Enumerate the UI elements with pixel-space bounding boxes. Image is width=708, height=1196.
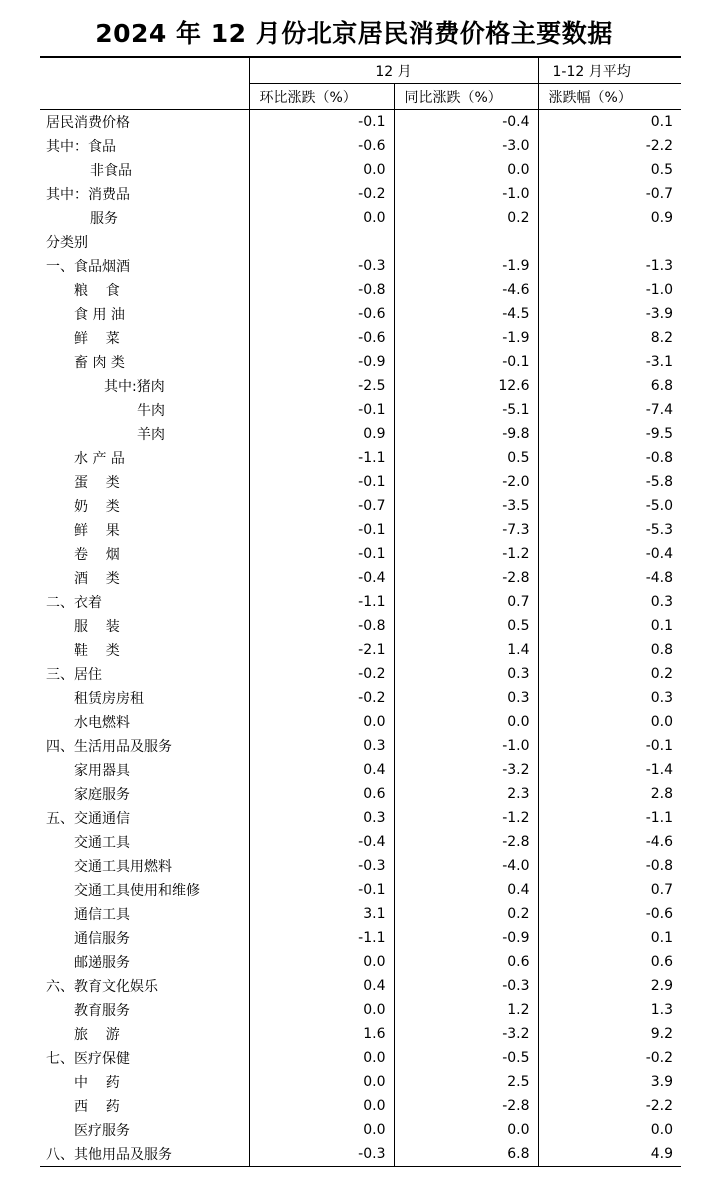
yoy-value: 0.3 xyxy=(394,686,538,710)
mom-value: -0.6 xyxy=(249,134,394,158)
yoy-value: -2.8 xyxy=(394,1094,538,1118)
row-label: 水 产 品 xyxy=(74,451,125,467)
header-blank-2 xyxy=(40,84,249,110)
mom-value: 0.0 xyxy=(249,710,394,734)
row-label: 租赁房房租 xyxy=(74,691,144,707)
table-row xyxy=(40,782,681,806)
mom-value: -0.1 xyxy=(249,470,394,494)
avg-value: 1.3 xyxy=(538,998,681,1022)
avg-value: -1.0 xyxy=(538,278,681,302)
mom-value: 0.0 xyxy=(249,1046,394,1070)
mom-value: -0.1 xyxy=(249,878,394,902)
row-label: 分类别 xyxy=(46,235,88,251)
yoy-value: -2.8 xyxy=(394,566,538,590)
table-row xyxy=(40,302,681,326)
mom-value: -0.4 xyxy=(249,830,394,854)
yoy-value: 0.5 xyxy=(394,614,538,638)
mom-value: -0.6 xyxy=(249,326,394,350)
table-row xyxy=(40,830,681,854)
table-row xyxy=(40,998,681,1022)
table-row xyxy=(40,422,681,446)
mom-value xyxy=(249,230,394,254)
mom-value: -0.1 xyxy=(249,518,394,542)
row-label: 羊肉 xyxy=(137,427,165,443)
table-row xyxy=(40,950,681,974)
row-label: 服务 xyxy=(90,211,118,227)
yoy-value: 0.3 xyxy=(394,662,538,686)
avg-value: 0.0 xyxy=(538,1118,681,1142)
avg-value: -7.4 xyxy=(538,398,681,422)
yoy-value: -3.5 xyxy=(394,494,538,518)
yoy-value: -1.2 xyxy=(394,806,538,830)
yoy-value: -1.0 xyxy=(394,182,538,206)
mom-value: 1.6 xyxy=(249,1022,394,1046)
row-label: 医疗服务 xyxy=(74,1123,130,1139)
row-label: 奶 类 xyxy=(74,499,120,515)
mom-value: -1.1 xyxy=(249,446,394,470)
mom-value: -0.3 xyxy=(249,1142,394,1167)
table-row xyxy=(40,590,681,614)
table-row xyxy=(40,710,681,734)
table-row xyxy=(40,518,681,542)
avg-value: 2.8 xyxy=(538,782,681,806)
avg-value: -0.8 xyxy=(538,854,681,878)
row-label: 水电燃料 xyxy=(74,715,130,731)
avg-value: -0.4 xyxy=(538,542,681,566)
row-label: 鞋 类 xyxy=(74,643,120,659)
avg-value: -5.0 xyxy=(538,494,681,518)
yoy-value: -3.2 xyxy=(394,758,538,782)
avg-value: 2.9 xyxy=(538,974,681,998)
table-row xyxy=(40,734,681,758)
table-row xyxy=(40,878,681,902)
table-row xyxy=(40,278,681,302)
row-label: 邮递服务 xyxy=(74,955,130,971)
row-label: 其中：食品 xyxy=(46,139,116,155)
table-row xyxy=(40,974,681,998)
avg-value: 9.2 xyxy=(538,1022,681,1046)
avg-value: -3.1 xyxy=(538,350,681,374)
table-row xyxy=(40,446,681,470)
table-row xyxy=(40,926,681,950)
header-avg-change: 涨跌幅（%） xyxy=(538,84,681,110)
avg-value: 0.7 xyxy=(538,878,681,902)
avg-value: -0.8 xyxy=(538,446,681,470)
mom-value: -2.1 xyxy=(249,638,394,662)
avg-value: 0.9 xyxy=(538,206,681,230)
row-label: 六、教育文化娱乐 xyxy=(46,979,158,995)
row-label: 其中:猪肉 xyxy=(104,379,165,395)
page-title: 2024 年 12 月份北京居民消费价格主要数据 xyxy=(95,19,613,48)
yoy-value: 0.2 xyxy=(394,902,538,926)
mom-value: 0.3 xyxy=(249,806,394,830)
yoy-value: -9.8 xyxy=(394,422,538,446)
mom-value: -0.3 xyxy=(249,854,394,878)
table-row xyxy=(40,158,681,182)
mom-value: -1.1 xyxy=(249,926,394,950)
yoy-value: -0.4 xyxy=(394,110,538,135)
row-label: 食 用 油 xyxy=(74,307,125,323)
row-label: 家庭服务 xyxy=(74,787,130,803)
yoy-value: -4.6 xyxy=(394,278,538,302)
row-label: 中 药 xyxy=(74,1075,120,1091)
yoy-value: 0.4 xyxy=(394,878,538,902)
row-label: 畜 肉 类 xyxy=(74,355,125,371)
avg-value: 0.2 xyxy=(538,662,681,686)
table-row xyxy=(40,110,681,135)
mom-value: 0.0 xyxy=(249,998,394,1022)
avg-value: -4.6 xyxy=(538,830,681,854)
avg-value: -3.9 xyxy=(538,302,681,326)
mom-value: 0.3 xyxy=(249,734,394,758)
table-row xyxy=(40,134,681,158)
row-label: 三、居住 xyxy=(46,667,102,683)
yoy-value: 6.8 xyxy=(394,1142,538,1167)
table-row xyxy=(40,854,681,878)
avg-value: 4.9 xyxy=(538,1142,681,1167)
yoy-value xyxy=(394,230,538,254)
yoy-value: -2.0 xyxy=(394,470,538,494)
yoy-value: -4.0 xyxy=(394,854,538,878)
avg-value: 0.1 xyxy=(538,926,681,950)
header-average-group: 1-12 月平均 xyxy=(538,57,681,84)
avg-value: 0.6 xyxy=(538,950,681,974)
table-row xyxy=(40,470,681,494)
yoy-value: -3.2 xyxy=(394,1022,538,1046)
mom-value: -0.7 xyxy=(249,494,394,518)
avg-value: 0.1 xyxy=(538,614,681,638)
table-row xyxy=(40,638,681,662)
table-row xyxy=(40,1022,681,1046)
header-blank xyxy=(40,57,249,84)
mom-value: -0.9 xyxy=(249,350,394,374)
table-row xyxy=(40,254,681,278)
yoy-value: -1.0 xyxy=(394,734,538,758)
row-label: 家用器具 xyxy=(74,763,130,779)
table-row xyxy=(40,182,681,206)
row-label: 通信服务 xyxy=(74,931,130,947)
yoy-value: -0.1 xyxy=(394,350,538,374)
table-row xyxy=(40,1094,681,1118)
mom-value: 0.0 xyxy=(249,206,394,230)
table-row xyxy=(40,494,681,518)
row-label: 旅 游 xyxy=(74,1027,120,1043)
mom-value: -0.2 xyxy=(249,686,394,710)
table-row xyxy=(40,398,681,422)
table-row xyxy=(40,1070,681,1094)
avg-value: 8.2 xyxy=(538,326,681,350)
row-label: 七、医疗保健 xyxy=(46,1051,130,1067)
yoy-value: 12.6 xyxy=(394,374,538,398)
avg-value: 0.3 xyxy=(538,686,681,710)
table-row xyxy=(40,230,681,254)
yoy-value: 0.0 xyxy=(394,710,538,734)
mom-value: -0.2 xyxy=(249,662,394,686)
mom-value: 3.1 xyxy=(249,902,394,926)
mom-value: 0.4 xyxy=(249,974,394,998)
row-label: 粮 食 xyxy=(74,283,120,299)
avg-value: -2.2 xyxy=(538,134,681,158)
table-row xyxy=(40,806,681,830)
mom-value: -2.5 xyxy=(249,374,394,398)
row-label: 其中：消费品 xyxy=(46,187,130,203)
mom-value: -0.2 xyxy=(249,182,394,206)
yoy-value: 2.5 xyxy=(394,1070,538,1094)
table-body xyxy=(40,110,681,1167)
table-row xyxy=(40,374,681,398)
row-label: 西 药 xyxy=(74,1099,120,1115)
yoy-value: -1.9 xyxy=(394,254,538,278)
table-row xyxy=(40,662,681,686)
row-label: 卷 烟 xyxy=(74,547,120,563)
row-label: 一、食品烟酒 xyxy=(46,259,130,275)
avg-value: 3.9 xyxy=(538,1070,681,1094)
avg-value: -2.2 xyxy=(538,1094,681,1118)
row-label: 通信工具 xyxy=(74,907,130,923)
yoy-value: -7.3 xyxy=(394,518,538,542)
mom-value: 0.0 xyxy=(249,950,394,974)
avg-value: -5.3 xyxy=(538,518,681,542)
mom-value: -0.8 xyxy=(249,278,394,302)
row-label: 二、衣着 xyxy=(46,595,102,611)
row-label: 居民消费价格 xyxy=(46,115,130,131)
avg-value: 0.8 xyxy=(538,638,681,662)
yoy-value: 0.0 xyxy=(394,158,538,182)
yoy-value: -3.0 xyxy=(394,134,538,158)
avg-value: 0.3 xyxy=(538,590,681,614)
table-row xyxy=(40,614,681,638)
table-row xyxy=(40,758,681,782)
row-label: 蛋 类 xyxy=(74,475,120,491)
mom-value: 0.4 xyxy=(249,758,394,782)
mom-value: 0.6 xyxy=(249,782,394,806)
avg-value xyxy=(538,230,681,254)
mom-value: -0.8 xyxy=(249,614,394,638)
mom-value: 0.0 xyxy=(249,1118,394,1142)
row-label: 非食品 xyxy=(90,163,132,179)
avg-value: -0.7 xyxy=(538,182,681,206)
table-row xyxy=(40,1142,681,1167)
avg-value: -0.6 xyxy=(538,902,681,926)
yoy-value: 0.6 xyxy=(394,950,538,974)
yoy-value: -1.9 xyxy=(394,326,538,350)
table-row xyxy=(40,350,681,374)
header-month-group: 12 月 xyxy=(249,57,538,84)
mom-value: -0.6 xyxy=(249,302,394,326)
avg-value: -1.3 xyxy=(538,254,681,278)
table-row xyxy=(40,902,681,926)
avg-value: -5.8 xyxy=(538,470,681,494)
row-label: 五、交通通信 xyxy=(46,811,130,827)
table-row xyxy=(40,566,681,590)
yoy-value: -0.3 xyxy=(394,974,538,998)
mom-value: -0.1 xyxy=(249,398,394,422)
row-label: 交通工具使用和维修 xyxy=(74,883,200,899)
row-label: 服 装 xyxy=(74,619,120,635)
row-label: 鲜 果 xyxy=(74,523,120,539)
mom-value: -0.1 xyxy=(249,542,394,566)
mom-value: -0.4 xyxy=(249,566,394,590)
avg-value: 0.5 xyxy=(538,158,681,182)
yoy-value: 0.0 xyxy=(394,1118,538,1142)
cpi-table xyxy=(40,56,681,1167)
row-label: 交通工具用燃料 xyxy=(74,859,172,875)
mom-value: -0.1 xyxy=(249,110,394,135)
yoy-value: -0.9 xyxy=(394,926,538,950)
mom-value: 0.9 xyxy=(249,422,394,446)
mom-value: -1.1 xyxy=(249,590,394,614)
avg-value: -0.1 xyxy=(538,734,681,758)
avg-value: 0.0 xyxy=(538,710,681,734)
avg-value: -4.8 xyxy=(538,566,681,590)
yoy-value: -1.2 xyxy=(394,542,538,566)
yoy-value: 2.3 xyxy=(394,782,538,806)
row-label: 牛肉 xyxy=(137,403,165,419)
avg-value: -0.2 xyxy=(538,1046,681,1070)
yoy-value: 0.7 xyxy=(394,590,538,614)
mom-value: -0.3 xyxy=(249,254,394,278)
yoy-value: -5.1 xyxy=(394,398,538,422)
mom-value: 0.0 xyxy=(249,158,394,182)
avg-value: -1.4 xyxy=(538,758,681,782)
avg-value: -9.5 xyxy=(538,422,681,446)
avg-value: -1.1 xyxy=(538,806,681,830)
yoy-value: 1.2 xyxy=(394,998,538,1022)
row-label: 酒 类 xyxy=(74,571,120,587)
row-label: 四、生活用品及服务 xyxy=(46,739,172,755)
yoy-value: -0.5 xyxy=(394,1046,538,1070)
table-row xyxy=(40,326,681,350)
table-row xyxy=(40,1046,681,1070)
mom-value: 0.0 xyxy=(249,1070,394,1094)
table-row xyxy=(40,686,681,710)
table-row xyxy=(40,542,681,566)
table-row xyxy=(40,1118,681,1142)
avg-value: 6.8 xyxy=(538,374,681,398)
yoy-value: -2.8 xyxy=(394,830,538,854)
table-header xyxy=(40,57,681,110)
yoy-value: 0.2 xyxy=(394,206,538,230)
yoy-value: -4.5 xyxy=(394,302,538,326)
avg-value: 0.1 xyxy=(538,110,681,135)
row-label: 教育服务 xyxy=(74,1003,130,1019)
mom-value: 0.0 xyxy=(249,1094,394,1118)
header-yoy-change: 同比涨跌（%） xyxy=(394,84,538,110)
yoy-value: 0.5 xyxy=(394,446,538,470)
yoy-value: 1.4 xyxy=(394,638,538,662)
row-label: 交通工具 xyxy=(74,835,130,851)
table-row xyxy=(40,206,681,230)
header-mom-change: 环比涨跌（%） xyxy=(249,84,394,110)
row-label: 鲜 菜 xyxy=(74,331,120,347)
row-label: 八、其他用品及服务 xyxy=(40,1142,249,1167)
